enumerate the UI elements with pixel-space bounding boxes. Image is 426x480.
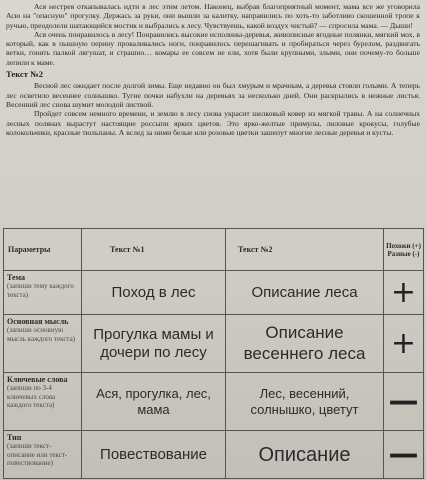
row-label: Ключевые слова: [7, 375, 68, 384]
text2-answer: Описание: [226, 431, 384, 479]
row-hint: (запиши тему каждого текста): [7, 282, 74, 299]
text2-answer: Лес, весенний, солнышко, цветут: [226, 373, 384, 431]
text2-paragraph-1: Весной лес ожидает после долгой зимы. Еще недавно он был хмурым и мрачным, а деревья стояли голыми. А теперь лес осветило весеннее солнышко. Тугие почки набухли на деревьях за несколько дней. Они раскрылись в нежные листья. Весенний лес снова шумит молодой листвой.: [6, 81, 420, 109]
row-label-cell: [4, 271, 82, 315]
comparison-table: [3, 228, 424, 479]
header-text2: Текст №2: [226, 229, 384, 271]
compare-mark: [384, 373, 424, 431]
row-label: Основная мысль: [7, 317, 69, 326]
compare-mark: [384, 271, 424, 315]
table-row: [4, 315, 424, 373]
minus-mark: —: [388, 436, 419, 472]
text2-paragraph-2: Пройдет совсем немного времени, и землю в лесу снова украсит шелковый ковер из мягкой травы. А на солнечных лесных полянах вырастут настоящие россыпи ярких цветов. Это ярко-желтые примулы, лиловые крокусы, голубые колокольчики, красные тюльпаны. А вслед за ними белые или розовые цветки зашепут многие лесные деревья и кусты.: [6, 109, 420, 137]
row-label-cell: [4, 315, 82, 373]
text1-paragraph-2: Ася очень понравилось в лесу! Понравились высокие исполины-деревья, живописные ягодные полянки, мягкий мох, в который, как в пышную перину проваливались ноги, понравилось перешагивать и пробираться через бурелом, раздвигать ветки, гонять палкой лягушат, и страшно… комары ее совсем не ели, хотя были крупными, злыми, они почему-то больше лепили к маме.: [6, 29, 420, 67]
table-row: [4, 271, 424, 315]
text2-answer: Описание леса: [226, 271, 384, 315]
compare-mark: [384, 315, 424, 373]
row-label: Тип: [7, 433, 22, 442]
text1-answer: Прогулка мамы и дочери по лесу: [82, 315, 226, 373]
row-label-cell: [4, 431, 82, 479]
table-row: [4, 431, 424, 479]
text2-answer: Описание весеннего леса: [226, 315, 384, 373]
plus-mark: +: [390, 325, 417, 361]
row-label-cell: [4, 373, 82, 431]
row-hint: (запиши текст-описание или текст-повествование): [7, 442, 68, 467]
table-row: [4, 373, 424, 431]
compare-mark: [384, 431, 424, 479]
text2-heading: Текст №2: [6, 69, 44, 80]
table-header-row: [4, 229, 424, 271]
minus-mark: —: [388, 383, 419, 419]
text1-answer: Поход в лес: [82, 271, 226, 315]
row-label: Тема: [7, 273, 25, 282]
text-block: [6, 2, 420, 137]
text1-answer: Повествование: [82, 431, 226, 479]
header-compare: Похожи (+) Разные (-): [384, 229, 424, 271]
row-hint: (запиши основную мысль каждого текста): [7, 326, 76, 343]
plus-mark: +: [390, 274, 417, 310]
row-hint: (запиши по 3-4 ключевых слова каждого текста): [7, 384, 56, 409]
text1-paragraph-1: Ася нестрея откапывалась идти в лес этим летом. Наконец, выбрав благоприятный момент, мама все же уговорила Асю на "опасную" прогулку. Держась за руки, они вышли за калитку, направились по хоть-то заботливо скошенной тропе к ручью, преодолели шатающийся мостик и выбрались к лесу. Чувствуешь, какой воздух чистый? — спросила мама. — Дыши!: [6, 2, 420, 30]
text1-answer: Ася, прогулка, лес, мама: [82, 373, 226, 431]
header-params: Параметры: [4, 229, 82, 271]
header-text1: Текст №1: [82, 229, 226, 271]
